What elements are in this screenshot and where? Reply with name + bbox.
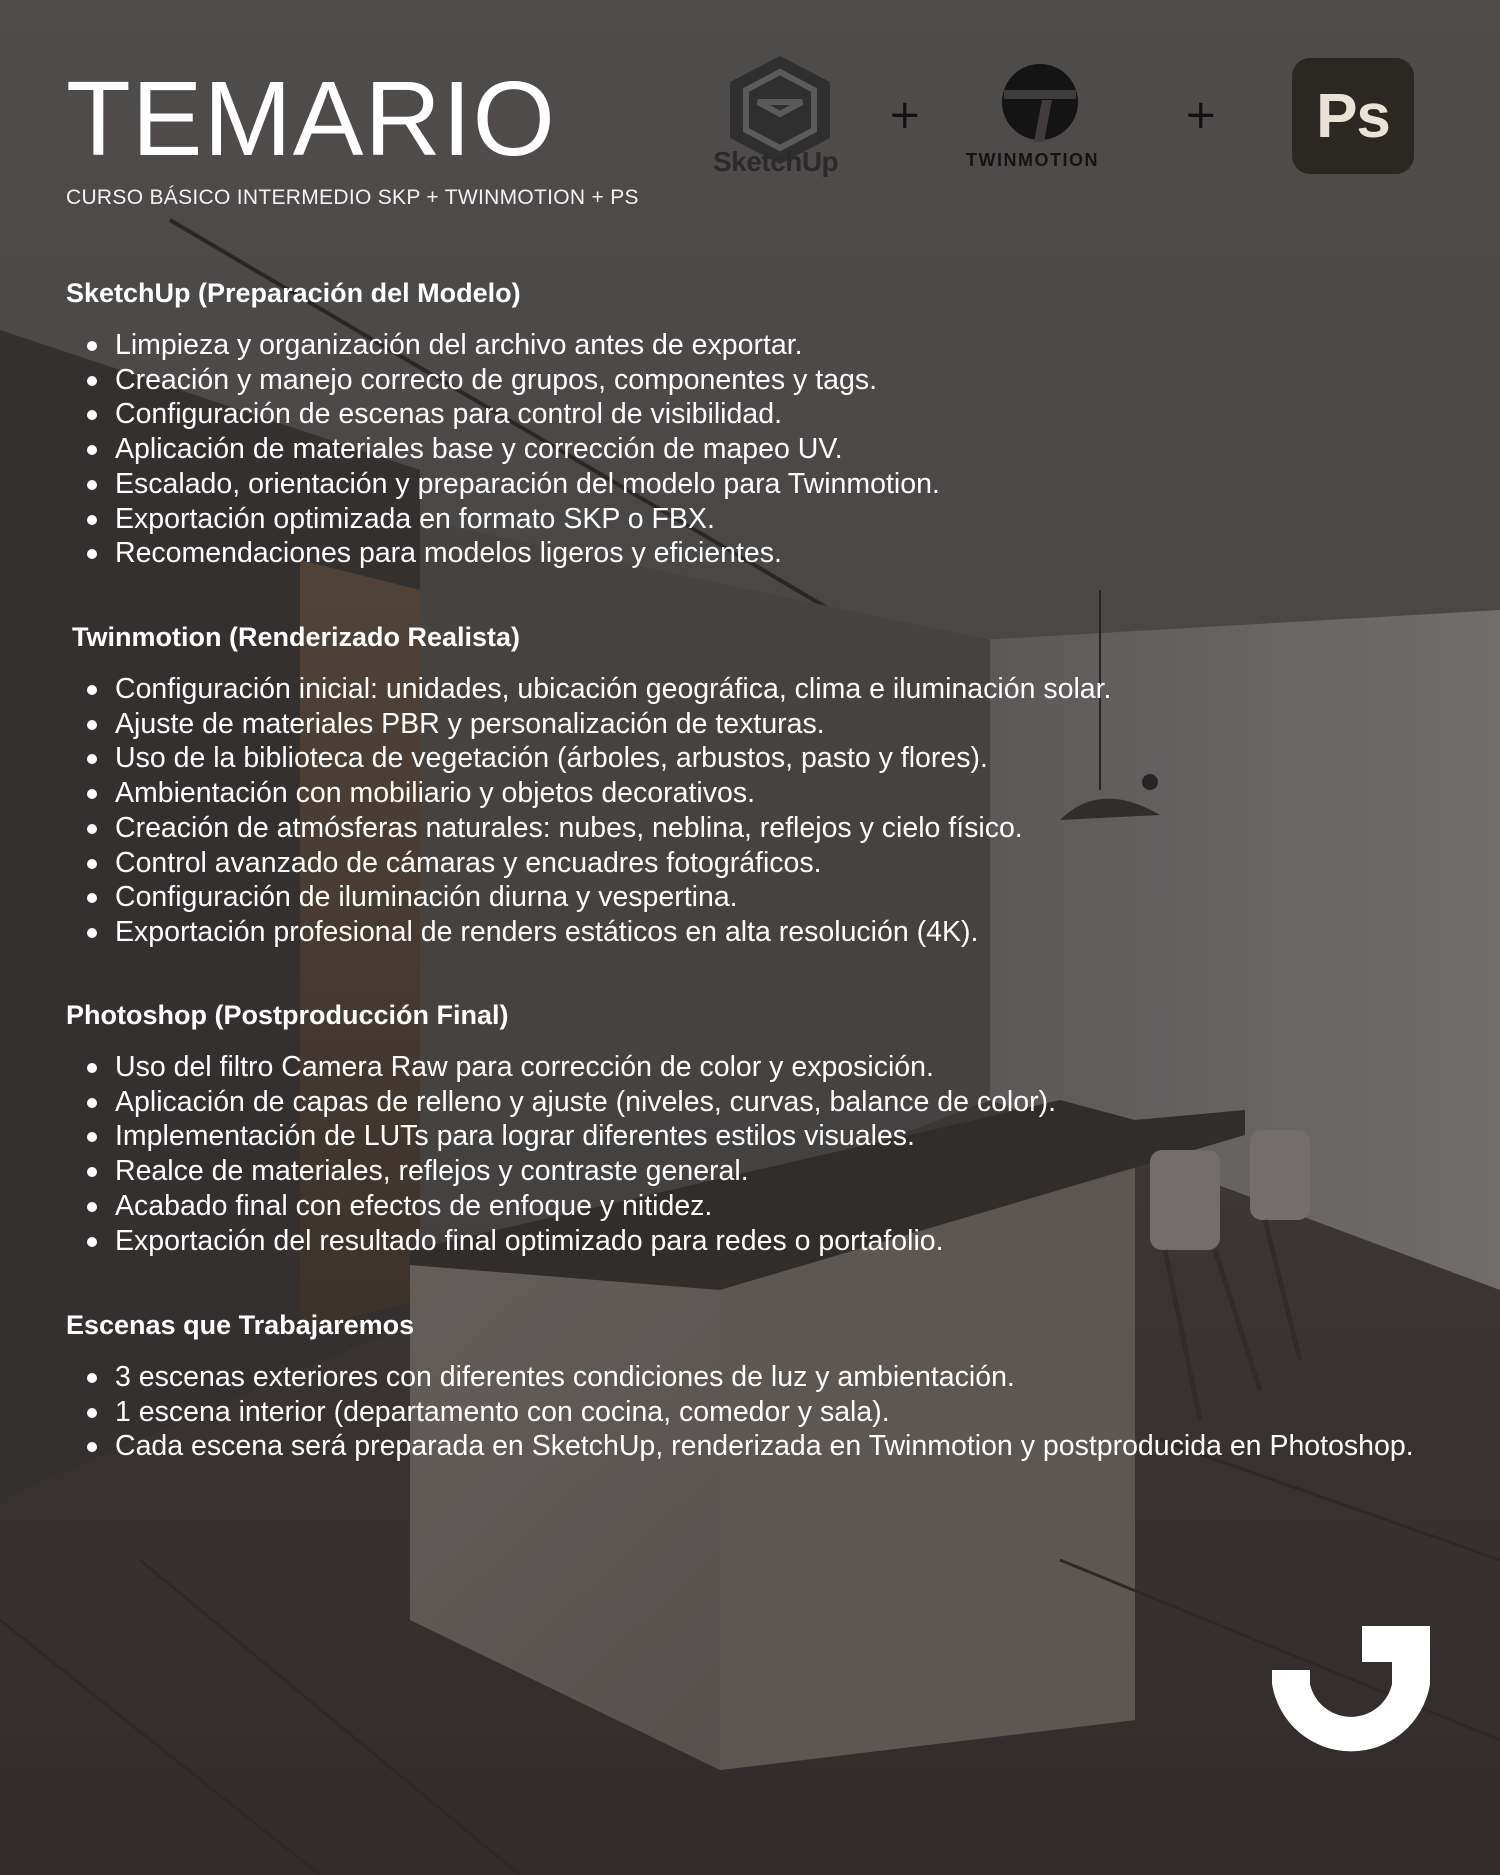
photoshop-label: Ps — [1316, 81, 1390, 151]
list-item: Configuración de iluminación diurna y vespertina. — [115, 880, 1445, 915]
section-title-twinmotion: Twinmotion (Renderizado Realista) — [72, 622, 521, 652]
brand-j-logo-icon — [1232, 1624, 1432, 1764]
list-item: Escalado, orientación y preparación del modelo para Twinmotion. — [115, 467, 1445, 502]
list-item: Implementación de LUTs para lograr diferentes estilos visuales. — [115, 1119, 1445, 1154]
page-subtitle: CURSO BÁSICO INTERMEDIO SKP + TWINMOTION + PS — [66, 186, 639, 209]
list-item: Creación y manejo correcto de grupos, componentes y tags. — [115, 363, 1445, 398]
twinmotion-label: TWINMOTION — [966, 150, 1099, 170]
page-title: TEMARIO — [66, 60, 556, 178]
list-item: Control avanzado de cámaras y encuadres fotográficos. — [115, 846, 1445, 881]
list-item: Configuración de escenas para control de visibilidad. — [115, 397, 1445, 432]
scenes-topic-list — [85, 1360, 1435, 1464]
plus-sign: + — [1184, 92, 1218, 138]
list-item: Exportación profesional de renders estáticos en alta resolución (4K). — [115, 915, 1445, 950]
list-item: Uso del filtro Camera Raw para corrección de color y exposición. — [115, 1050, 1445, 1085]
list-item: 3 escenas exteriores con diferentes condiciones de luz y ambientación. — [115, 1360, 1435, 1395]
list-item: Aplicación de materiales base y corrección de mapeo UV. — [115, 432, 1445, 467]
list-item: Exportación del resultado final optimizado para redes o portafolio. — [115, 1224, 1445, 1259]
section-title-sketchup: SketchUp (Preparación del Modelo) — [66, 278, 521, 308]
plus-sign: + — [888, 92, 922, 138]
list-item: Ajuste de materiales PBR y personalización de texturas. — [115, 707, 1445, 742]
list-item: Aplicación de capas de relleno y ajuste (niveles, curvas, balance de color). — [115, 1085, 1445, 1120]
list-item: Ambientación con mobiliario y objetos decorativos. — [115, 776, 1445, 811]
list-item: Creación de atmósferas naturales: nubes, neblina, reflejos y cielo físico. — [115, 811, 1445, 846]
list-item: Limpieza y organización del archivo antes de exportar. — [115, 328, 1445, 363]
list-item: Recomendaciones para modelos ligeros y eficientes. — [115, 536, 1445, 571]
photoshop-logo-icon — [1292, 58, 1414, 174]
list-item: Exportación optimizada en formato SKP o FBX. — [115, 502, 1445, 537]
list-item: Acabado final con efectos de enfoque y nitidez. — [115, 1189, 1445, 1224]
photoshop-topic-list — [85, 1050, 1445, 1258]
list-item: Cada escena será preparada en SketchUp, renderizada en Twinmotion y postproducida en Photoshop. — [115, 1429, 1435, 1464]
section-title-photoshop: Photoshop (Postproducción Final) — [66, 1000, 509, 1030]
section-title-scenes: Escenas que Trabajaremos — [66, 1310, 415, 1340]
twinmotion-topic-list — [85, 672, 1445, 950]
list-item: Uso de la biblioteca de vegetación (árboles, arbustos, pasto y flores). — [115, 741, 1445, 776]
list-item: 1 escena interior (departamento con cocina, comedor y sala). — [115, 1395, 1435, 1430]
list-item: Realce de materiales, reflejos y contraste general. — [115, 1154, 1445, 1189]
list-item: Configuración inicial: unidades, ubicación geográfica, clima e iluminación solar. — [115, 672, 1445, 707]
sketchup-label: SketchUp — [713, 146, 839, 177]
sketchup-topic-list — [85, 328, 1445, 571]
